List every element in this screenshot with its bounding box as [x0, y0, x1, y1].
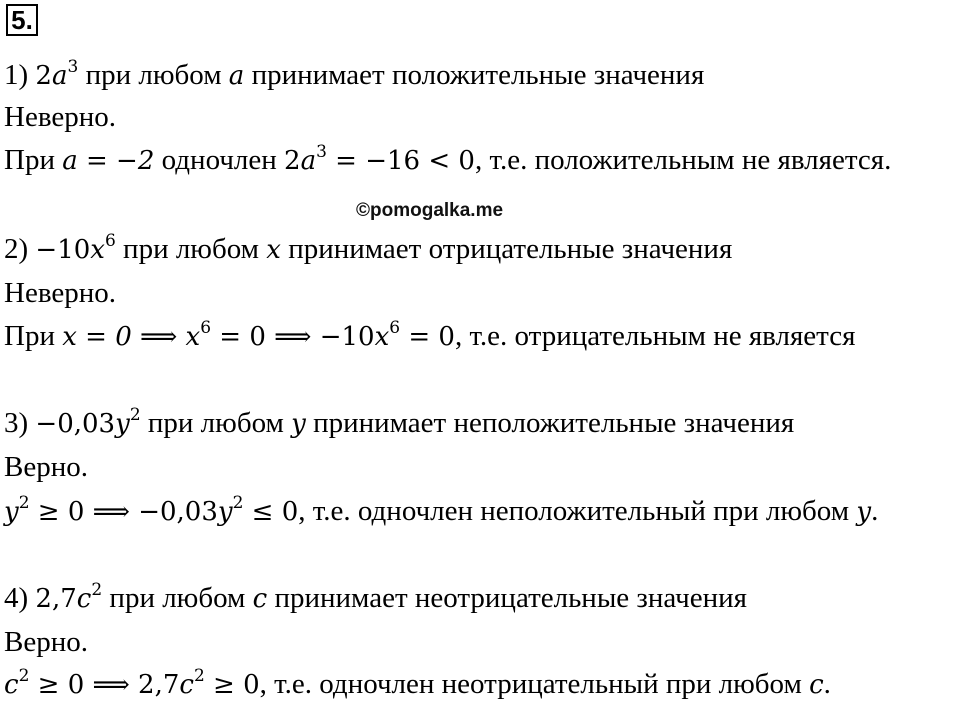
item-4-expression: $2,7c^2$ [35, 580, 103, 614]
item-3-proof: $y^2 \ge 0$ ⟹ $-0,03y^2 \le 0$, т.е. одночлен неположительный при любом y. [4, 493, 879, 527]
item-2-expression: $-10x^6$ [35, 231, 116, 265]
item-1-variable: a [228, 61, 245, 91]
item-1-claim [4, 58, 704, 93]
task-number-box: 5. [6, 4, 38, 36]
item-2-verdict: Неверно. [4, 277, 116, 309]
item-3-verdict: Верно. [4, 451, 88, 483]
item-4-number: 4) [4, 582, 29, 614]
item-1-claim-mid: при любом [85, 59, 222, 91]
item-1-verdict: Неверно. [4, 101, 116, 133]
item-3-claim-mid: при любом [147, 407, 284, 439]
item-3-expression: $-0,03y^2$ [35, 405, 141, 439]
item-2-variable: x [266, 235, 281, 265]
item-1-expression: $2a^3$ [35, 57, 79, 91]
item-3-number: 3) [4, 407, 29, 439]
item-3-variable: y [291, 409, 306, 439]
item-4-claim-mid: при любом [109, 582, 246, 614]
item-2-proof: При x = 0 ⟹ $x^6 = 0$ ⟹ $-10x^6 = 0$, т.е. отрицательным не является [4, 318, 856, 352]
item-2-claim-mid: при любом [123, 233, 260, 265]
item-1-claim-rest: принимает положительные значения [251, 59, 705, 91]
item-3-claim [4, 406, 794, 441]
item-4-verdict: Верно. [4, 626, 88, 658]
item-1-proof: При a = −2 одночлен $2a^3 = -16 < 0$, т.е. положительным не является. [4, 142, 892, 176]
item-4-variable: c [252, 584, 268, 614]
item-2-number: 2) [4, 233, 29, 265]
item-2-claim-rest: принимает отрицательные значения [288, 233, 733, 265]
item-4-proof: $c^2 \ge 0$ ⟹ $2,7c^2 \ge 0$, т.е. одночлен неотрицательный при любом c. [4, 666, 831, 700]
item-4-claim [4, 581, 747, 616]
item-3-claim-rest: принимает неположительные значения [313, 407, 795, 439]
item-2-claim [4, 232, 732, 267]
item-1-number: 1) [4, 59, 29, 91]
watermark-text: ©pomogalka.me [356, 200, 504, 221]
item-4-claim-rest: принимает неотрицательные значения [274, 582, 747, 614]
